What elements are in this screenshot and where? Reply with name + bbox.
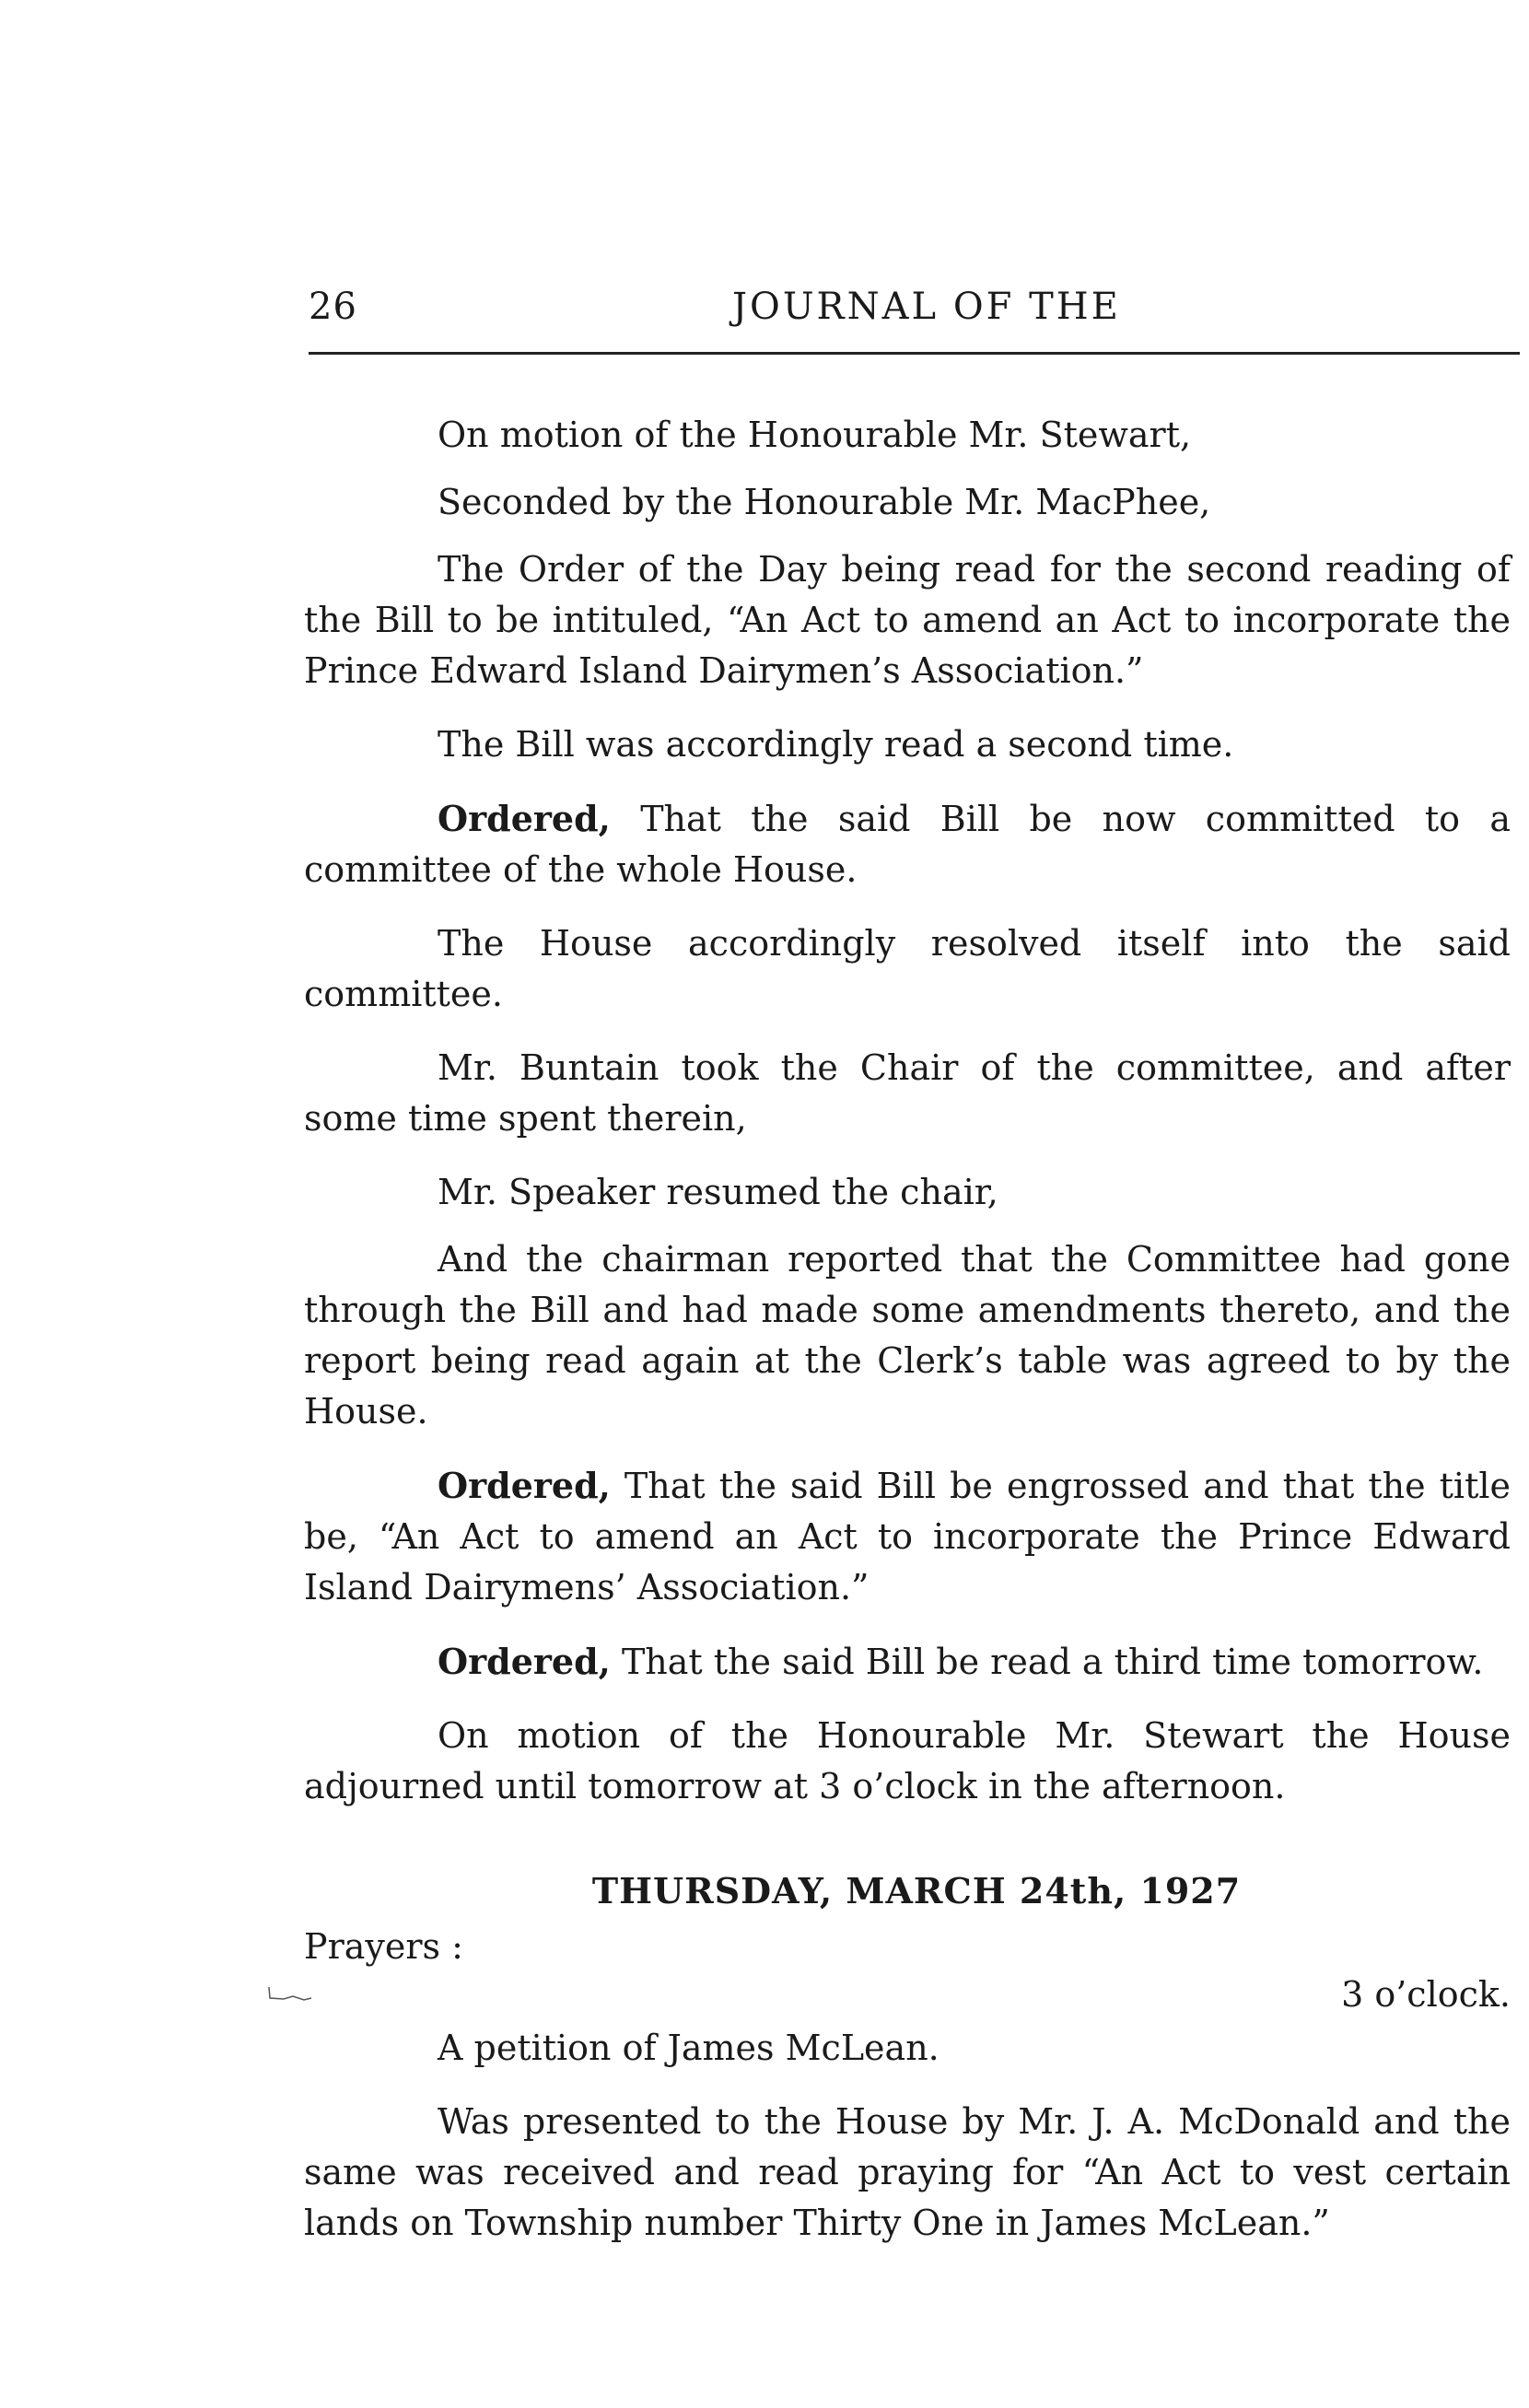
paragraph-seconded: Seconded by the Honourable Mr. MacPhee, [438,482,1211,522]
date-heading: THURSDAY, MARCH 24th, 1927 [591,1870,1242,1911]
paragraph-motion: On motion of the Honourable Mr. Stewart, [438,415,1192,455]
prayers-label: Prayers : [304,1926,463,1967]
paragraph-ordered-committed [304,793,1511,895]
prayers-row [304,1922,1511,2023]
paragraph-speaker-resumed: Mr. Speaker resumed the chair, [438,1172,998,1212]
paragraph-buntain-chair: Mr. Buntain took the Chair of the committee, and after some time spent therein, [304,1047,1511,1139]
paragraph-ordered-third-reading [304,1636,1511,1688]
page-header [309,286,1520,341]
running-title: JOURNAL OF THE [732,286,1121,328]
paragraph-adjourned: On motion of the Honourable Mr. Stewart the House adjourned until tomorrow at 3 o’clock in the afternoon. [304,1715,1511,1806]
paragraph-ordered-engrossed [304,1460,1511,1613]
paragraph-petition: A petition of James McLean. [438,2028,940,2068]
ordered-lead: Ordered, [438,798,611,839]
paragraph-order-of-day: The Order of the Day being read for the second reading of the Bill to be intituled, “An Act to amend an Act to incorporate the Prince Edward Island Dairymen’s Association.” [304,549,1511,691]
ink-mark [267,1985,313,2004]
paragraph-second-reading: The Bill was accordingly read a second time. [438,724,1234,765]
journal-body [304,410,1511,2272]
time-label: 3 o’clock. [1341,1974,1511,2015]
ordered-lead: Ordered, [438,1641,611,1682]
paragraph-chairman-reported: And the chairman reported that the Committee had gone through the Bill and had made some amendments thereto, and the report being read again at the Clerk’s table was agreed to by the House. [304,1239,1511,1432]
ordered-text: That the said Bill be engrossed and that the title be, “An Act to amend an Act to incorporate the Prince Edward Island Dairymens’ Association.” [304,1466,1511,1607]
paragraph-petition-presented: Was presented to the House by Mr. J. A. McDonald and the same was received and read praying for “An Act to vest certain lands on Township number Thirty One in James McLean.” [304,2101,1511,2243]
ordered-text: That the said Bill be now committed to a committee of the whole House. [304,799,1511,890]
page-number: 26 [309,286,357,328]
ordered-lead: Ordered, [438,1465,611,1506]
ordered-text: That the said Bill be read a third time tomorrow. [610,1642,1484,1682]
header-rule [309,352,1520,355]
paragraph-resolved-committee: The House accordingly resolved itself into the said committee. [304,923,1511,1014]
